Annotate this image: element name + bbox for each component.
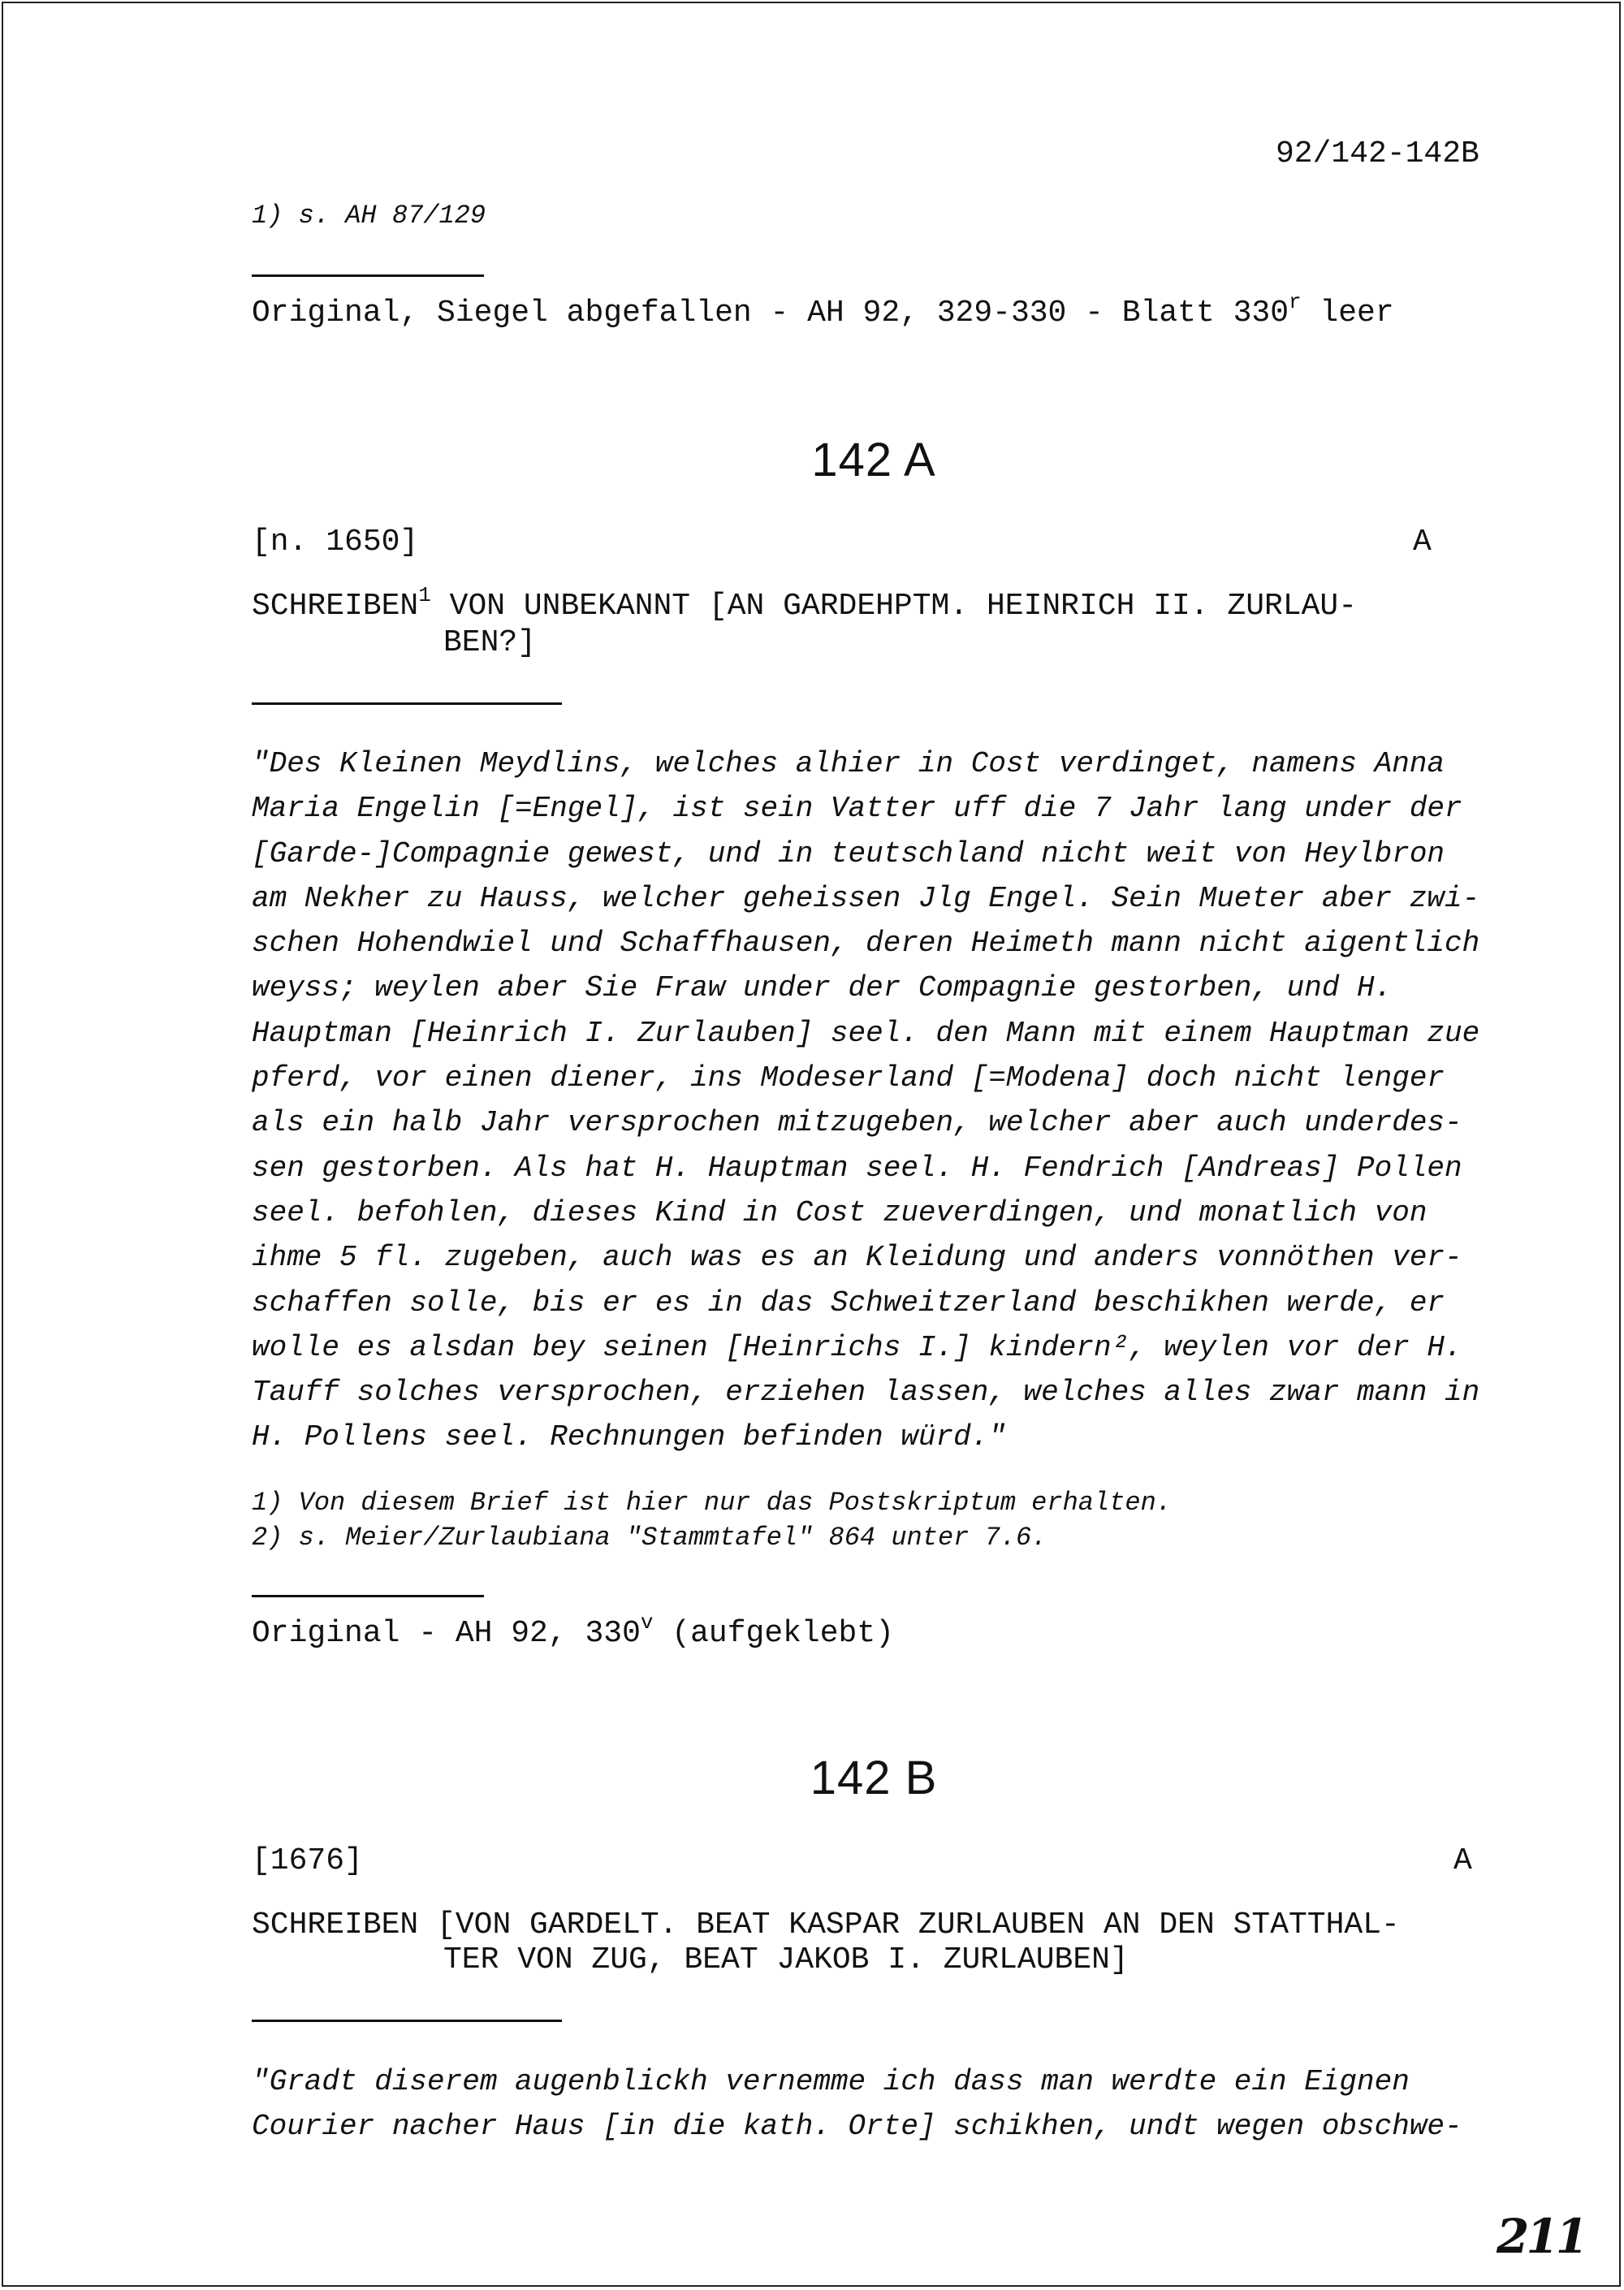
page-reference: 92/142-142B (1276, 136, 1479, 171)
quote-line: [Garde-]Compagnie gewest, und in teutschland nicht weit von Heylbron (252, 836, 1445, 871)
title-sup: 1 (418, 583, 431, 607)
source-text: Original - AH 92, 330 (252, 1616, 641, 1651)
source-after: leer (1301, 296, 1394, 331)
footnotes (252, 1485, 1172, 1555)
divider-rule (252, 702, 562, 705)
document-letter: A (1453, 1843, 1472, 1878)
document-letter: A (1413, 525, 1432, 560)
title-part1: SCHREIBEN (252, 589, 419, 624)
source-text: Original, Siegel abgefallen - AH 92, 329-330 - Blatt 330 (252, 296, 1289, 331)
quote-line: wolle es alsdan bey seinen [Heinrichs I.] kindern², weylen vor der H. (252, 1330, 1462, 1364)
quote-line: sen gestorben. Als hat H. Hauptman seel. H. Fendrich [Andreas] Pollen (252, 1151, 1462, 1185)
source-line (252, 1610, 894, 1652)
document-title: SCHREIBEN [VON GARDELT. BEAT KASPAR ZURLAUBEN AN DEN STATTHAL- (252, 1908, 1400, 1942)
source-after: (aufgeklebt) (653, 1616, 894, 1651)
document-title-continued: BEN?] (443, 625, 537, 660)
quote-block (252, 2059, 1462, 2150)
quote-line: ihme 5 fl. zugeben, auch was es an Kleidung und anders vonnöthen ver- (252, 1241, 1462, 1275)
document-number: 142 B (810, 1752, 938, 1804)
document-title (252, 583, 1358, 624)
quote-line: Tauff solches versprochen, erziehen lassen, welches alles zwar mann in (252, 1376, 1480, 1410)
document-date: [1676] (252, 1843, 363, 1878)
document-date: [n. 1650] (252, 525, 419, 560)
document-title-continued: TER VON ZUG, BEAT JAKOB I. ZURLAUBEN] (443, 1942, 1129, 1977)
quote-line: "Gradt diserem augenblickh vernemme ich dass man werdte ein Eignen (252, 2065, 1410, 2098)
divider-rule (252, 2020, 562, 2022)
quote-line: "Des Kleinen Meydlins, welches alhier in Cost verdinget, namens Anna (252, 747, 1445, 780)
quote-line: als ein halb Jahr versprochen mitzugeben, welcher aber auch underdes- (252, 1106, 1462, 1140)
previous-source-line (252, 290, 1394, 331)
document-number: 142 A (811, 434, 936, 486)
footnote: 2) s. Meier/Zurlaubiana "Stammtafel" 864 unter 7.6. (252, 1523, 1047, 1553)
quote-line: Maria Engelin [=Engel], ist sein Vatter uff die 7 Jahr lang under der (252, 792, 1462, 826)
quote-line: seel. befohlen, dieses Kind in Cost zueverdingen, und monatlich von (252, 1195, 1427, 1229)
page-number: 211 (1497, 2209, 1586, 2264)
quote-line: am Nekher zu Hauss, welcher geheissen Jlg Engel. Sein Mueter aber zwi- (252, 881, 1480, 915)
quote-line: schen Hohendwiel und Schaffhausen, deren Heimeth mann nicht aigentlich (252, 927, 1480, 961)
source-sup: r (1289, 290, 1302, 314)
divider-rule (252, 1595, 484, 1597)
title-part2: VON UNBEKANNT [AN GARDEHPTM. HEINRICH II. ZURLAU- (430, 589, 1358, 624)
quote-line: schaffen solle, bis er es in das Schweitzerland beschikhen werde, er (252, 1285, 1445, 1320)
quote-line: pferd, vor einen diener, ins Modeserland [=Modena] doch nicht lenger (252, 1061, 1445, 1095)
quote-line: weyss; weylen aber Sie Fraw under der Compagnie gestorben, und H. (252, 971, 1393, 1005)
quote-line: H. Pollens seel. Rechnungen befinden würd." (252, 1420, 1006, 1454)
quote-line: Courier nacher Haus [in die kath. Orte] schikhen, undt wegen obschwe- (252, 2110, 1462, 2144)
divider-rule (252, 274, 484, 277)
quote-line: Hauptman [Heinrich I. Zurlauben] seel. den Mann mit einem Hauptman zue (252, 1016, 1480, 1050)
source-sup: v (640, 1610, 654, 1635)
footnote: 1) Von diesem Brief ist hier nur das Postskriptum erhalten. (252, 1488, 1172, 1518)
quote-block (252, 741, 1479, 1460)
previous-footnote: 1) s. AH 87/129 (252, 201, 486, 231)
